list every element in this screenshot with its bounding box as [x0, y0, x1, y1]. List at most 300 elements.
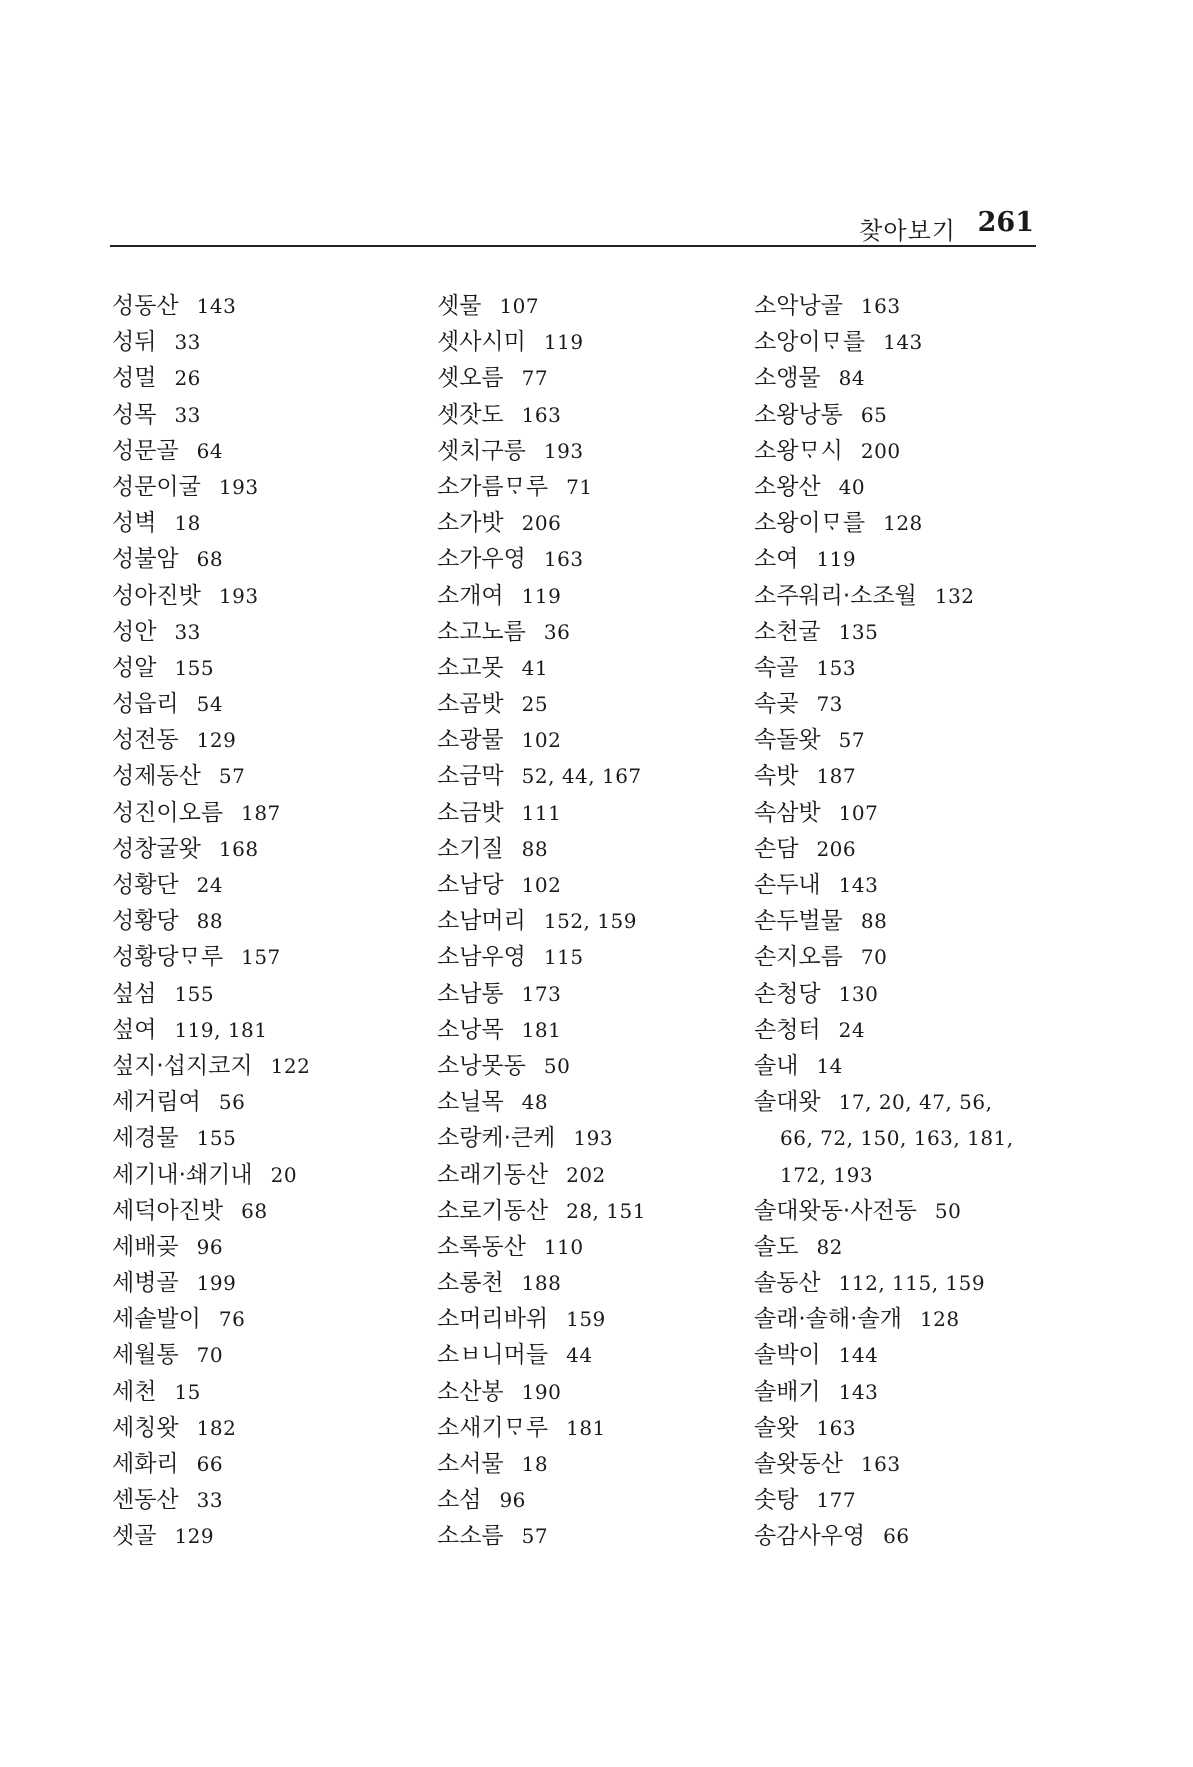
index-column-2	[437, 288, 646, 1555]
index-term: 소왕낭통	[754, 401, 843, 428]
index-term: 소금밧	[437, 799, 504, 826]
index-term: 성멀	[112, 365, 157, 392]
index-entry	[437, 1265, 646, 1301]
index-term: 셋골	[112, 1523, 157, 1550]
index-page-refs: 57	[838, 728, 866, 753]
index-page-refs: 57	[218, 764, 246, 789]
index-entry	[437, 469, 646, 505]
index-term: 세거림여	[112, 1089, 201, 1116]
index-page-refs: 181	[521, 1017, 562, 1042]
index-entry	[112, 758, 310, 794]
index-term: 성진이오름	[112, 799, 224, 826]
index-entry	[754, 469, 1014, 505]
index-term: 성동산	[112, 293, 179, 319]
index-page-refs: 40	[838, 474, 866, 499]
index-page-refs: 70	[860, 945, 888, 970]
index-term: 소랑케·큰케	[437, 1125, 556, 1152]
index-entry	[754, 1229, 1014, 1265]
index-entry-continuation	[754, 1157, 1014, 1193]
index-page-refs: 111	[521, 800, 562, 825]
index-term: 솔대왓	[754, 1089, 821, 1116]
index-page-refs: 199	[196, 1271, 237, 1296]
index-term: 세천	[112, 1378, 157, 1405]
index-page-refs: 119	[816, 547, 857, 572]
index-page-refs: 25	[521, 692, 549, 717]
index-term: 성아진밧	[112, 582, 201, 609]
index-page-refs: 193	[573, 1126, 614, 1151]
index-page-refs: 107	[499, 294, 540, 318]
index-term: 속돌왓	[754, 727, 821, 754]
index-term: 세화리	[112, 1451, 179, 1477]
index-entry	[754, 397, 1014, 433]
index-term: 세칭왓	[112, 1414, 179, 1441]
index-page-refs: 163	[860, 1452, 901, 1476]
index-entry	[754, 1048, 1014, 1084]
index-page-refs: 202	[566, 1162, 606, 1187]
index-term: 소머리바위	[437, 1306, 549, 1333]
index-term: 손두벌물	[754, 908, 843, 935]
index-page-refs: 110	[543, 1234, 584, 1259]
index-term: 소곰밧	[437, 691, 504, 718]
index-page-refs: 68	[196, 547, 224, 572]
index-entry	[437, 903, 646, 939]
index-page-refs: 193	[218, 474, 259, 499]
index-entry	[112, 795, 310, 831]
index-page-refs: 50	[934, 1198, 962, 1223]
index-page-refs: 119, 181	[174, 1017, 268, 1042]
index-term: 소앵물	[754, 365, 821, 392]
index-entry	[437, 1229, 646, 1265]
index-entry	[754, 541, 1014, 577]
index-page-refs: 115	[543, 945, 584, 970]
index-page-refs: 71	[566, 474, 593, 499]
index-term: 성안	[112, 618, 157, 645]
index-page-refs: 56	[218, 1090, 246, 1115]
index-term: 섶섬	[112, 980, 157, 1007]
index-term: 섶지·섭지코지	[112, 1052, 253, 1079]
index-entry	[754, 505, 1014, 541]
index-entry	[754, 1084, 1014, 1120]
index-term: 소주워리·소조월	[754, 582, 917, 609]
index-page-refs: 57	[521, 1524, 549, 1549]
index-page-refs: 70	[196, 1343, 224, 1368]
index-term: 성창굴왓	[112, 835, 201, 862]
index-page-refs: 206	[816, 836, 857, 861]
index-page-refs: 163	[543, 547, 584, 572]
index-entry	[754, 903, 1014, 939]
index-term: 성황단	[112, 872, 179, 898]
index-term: 소산봉	[437, 1378, 504, 1405]
index-term: 속삼밧	[754, 799, 821, 826]
index-entry	[112, 288, 310, 324]
index-entry	[112, 614, 310, 650]
index-entry	[112, 903, 310, 939]
index-term: 손청당	[754, 980, 821, 1007]
index-entry	[112, 1012, 310, 1048]
index-page-refs: 112, 115, 159	[838, 1271, 986, 1296]
index-term: 성알	[112, 654, 157, 681]
index-page-refs: 188	[521, 1271, 562, 1296]
index-term: 소가우영	[437, 546, 526, 573]
index-page-refs: 64	[196, 438, 224, 463]
index-entry	[112, 1446, 310, 1482]
index-entry	[754, 1265, 1014, 1301]
index-page-refs: 128	[883, 511, 923, 536]
index-page-refs: 143	[196, 294, 237, 318]
index-entry	[112, 1120, 310, 1156]
index-page-refs: 132	[934, 583, 975, 608]
index-page-refs: 200	[860, 438, 901, 463]
index-term: 소ㅂ니머들	[437, 1342, 549, 1369]
index-term: 손담	[754, 835, 799, 862]
index-entry	[112, 433, 310, 469]
index-entry	[437, 1120, 646, 1156]
index-entry	[754, 1446, 1014, 1482]
index-entry	[754, 650, 1014, 686]
index-page-refs: 155	[196, 1126, 237, 1151]
index-page-refs: 73	[816, 692, 843, 717]
index-page-refs: 152, 159	[543, 909, 637, 934]
index-term: 셋치구릉	[437, 437, 526, 464]
index-entry	[437, 686, 646, 722]
index-page-refs: 33	[196, 1488, 224, 1513]
index-page-refs: 181	[566, 1415, 606, 1440]
index-term: 세경물	[112, 1125, 179, 1152]
index-page-refs: 102	[521, 873, 562, 897]
index-entry	[437, 758, 646, 794]
index-entry	[112, 1229, 310, 1265]
index-entry-continuation	[754, 1120, 1014, 1156]
index-term: 소왕이ᄆᆞ를	[754, 510, 866, 537]
index-entry	[112, 1301, 310, 1337]
index-page-refs: 15	[174, 1379, 201, 1404]
index-page-refs: 33	[174, 402, 201, 427]
index-page-refs: 119	[521, 583, 562, 608]
index-page-refs: 33	[174, 330, 201, 355]
index-page-refs: 193	[543, 438, 584, 463]
index-term: 성황당ᄆᆞ루	[112, 944, 224, 971]
index-entry	[437, 1048, 646, 1084]
index-page-refs: 41	[521, 655, 549, 680]
index-page-refs: 96	[196, 1234, 224, 1259]
index-page-refs: 107	[838, 800, 879, 825]
index-entry	[754, 939, 1014, 975]
index-entry	[112, 324, 310, 360]
index-entry	[754, 1193, 1014, 1229]
index-page-refs: 24	[838, 1017, 866, 1042]
index-term: 소록동산	[437, 1233, 526, 1260]
index-entry	[437, 976, 646, 1012]
index-term: 성벽	[112, 510, 157, 537]
page-number: 261	[977, 207, 1034, 238]
index-page-refs: 135	[838, 619, 879, 644]
index-term: 소새기ᄆᆞ루	[437, 1414, 549, 1441]
index-entry	[437, 831, 646, 867]
index-entry	[754, 976, 1014, 1012]
index-entry	[112, 1048, 310, 1084]
index-term: 소개여	[437, 582, 504, 609]
index-term: 솔내	[754, 1052, 799, 1079]
index-page-refs: 130	[838, 981, 879, 1006]
index-term: 속밧	[754, 763, 799, 790]
index-term: 세기내·쇄기내	[112, 1161, 253, 1188]
index-page-refs: 206	[521, 511, 562, 536]
index-term: 성문골	[112, 437, 179, 464]
index-term: 소낭못동	[437, 1052, 526, 1079]
index-page-refs: 119	[543, 330, 584, 355]
index-page-refs: 177	[816, 1488, 857, 1513]
index-term: 세월통	[112, 1342, 179, 1369]
index-page-refs: 193	[218, 583, 259, 608]
running-title: 찾아보기	[859, 217, 956, 245]
index-entry	[437, 324, 646, 360]
index-page-refs: 187	[241, 800, 281, 825]
index-entry	[754, 686, 1014, 722]
index-entry	[754, 578, 1014, 614]
index-term: 소가름ᄆᆞ루	[437, 473, 549, 500]
index-page-refs: 163	[521, 402, 562, 427]
index-page-refs: 26	[174, 366, 201, 391]
index-entry	[754, 324, 1014, 360]
index-entry	[437, 1446, 646, 1482]
index-entry	[437, 1410, 646, 1446]
index-entry	[437, 1301, 646, 1337]
index-term: 세배곶	[112, 1233, 179, 1260]
index-entry	[437, 1084, 646, 1120]
index-entry	[754, 1518, 1014, 1554]
index-page-refs: 24	[196, 873, 224, 897]
index-page-refs: 143	[838, 1379, 879, 1404]
index-term: 솔대왓동·사전동	[754, 1197, 917, 1224]
index-entry	[112, 1518, 310, 1554]
index-page-refs: 66	[196, 1452, 224, 1476]
index-page-refs: 82	[816, 1234, 843, 1259]
index-entry	[112, 469, 310, 505]
index-term: 소남당	[437, 872, 504, 898]
index-page-refs: 20	[270, 1162, 298, 1187]
index-page-refs: 44	[566, 1343, 593, 1368]
index-page-refs: 163	[860, 294, 901, 318]
index-entry	[112, 686, 310, 722]
index-term: 속골	[754, 654, 799, 681]
index-entry	[112, 831, 310, 867]
index-page-refs: 17, 20, 47, 56,	[838, 1090, 993, 1115]
index-entry	[112, 1157, 310, 1193]
index-term: 소소름	[437, 1523, 504, 1550]
index-page-refs: 163	[816, 1415, 857, 1440]
index-entry	[112, 1337, 310, 1373]
index-term: 셋사시미	[437, 329, 526, 356]
index-page-refs: 153	[816, 655, 857, 680]
index-term: 세솥발이	[112, 1306, 201, 1333]
index-entry	[754, 1410, 1014, 1446]
index-page-refs: 88	[860, 909, 888, 934]
index-term: 솔동산	[754, 1270, 821, 1297]
index-entry	[754, 433, 1014, 469]
index-entry	[437, 1374, 646, 1410]
index-entry	[754, 614, 1014, 650]
index-column-1	[112, 288, 310, 1555]
index-entry	[437, 1193, 646, 1229]
index-entry	[437, 505, 646, 541]
index-entry	[754, 1012, 1014, 1048]
index-entry	[437, 939, 646, 975]
index-page-refs: 102	[521, 728, 562, 753]
index-entry	[437, 360, 646, 396]
index-page-refs: 18	[521, 1452, 549, 1476]
index-term: 손두내	[754, 872, 821, 898]
index-column-3	[754, 288, 1014, 1555]
index-entry	[437, 650, 646, 686]
index-term: 셋물	[437, 293, 482, 319]
index-term: 손청터	[754, 1016, 821, 1043]
index-term: 솔래·솔해·솔개	[754, 1306, 902, 1333]
index-entry	[112, 505, 310, 541]
index-term: 소섬	[437, 1487, 482, 1514]
index-entry	[754, 1482, 1014, 1518]
index-term: 소악낭골	[754, 293, 843, 319]
index-page-refs: 33	[174, 619, 201, 644]
index-entry	[754, 1301, 1014, 1337]
index-term: 소남머리	[437, 908, 526, 935]
index-entry	[112, 722, 310, 758]
index-page-refs: 66	[883, 1524, 910, 1549]
index-page-refs: 18	[174, 511, 201, 536]
index-entry	[754, 867, 1014, 903]
index-entry	[437, 614, 646, 650]
index-term: 솔왓동산	[754, 1451, 843, 1477]
index-entry	[437, 867, 646, 903]
index-page-refs: 65	[860, 402, 888, 427]
index-entry	[112, 578, 310, 614]
index-term: 성읍리	[112, 691, 179, 718]
index-term: 성뒤	[112, 329, 157, 356]
index-term: 소래기동산	[437, 1161, 549, 1188]
index-page-refs: 159	[566, 1307, 606, 1332]
index-page-refs: 190	[521, 1379, 562, 1404]
index-page-refs: 129	[196, 728, 237, 753]
index-term: 소남우영	[437, 944, 526, 971]
index-term: 성제동산	[112, 763, 201, 790]
index-page-refs: 129	[174, 1524, 215, 1549]
index-entry	[112, 1482, 310, 1518]
index-term: 솔도	[754, 1233, 799, 1260]
index-page-refs: 84	[838, 366, 866, 391]
index-entry	[437, 397, 646, 433]
index-entry	[112, 360, 310, 396]
index-entry	[112, 1265, 310, 1301]
index-entry	[112, 397, 310, 433]
index-page-refs: 157	[241, 945, 281, 970]
index-entry	[112, 1410, 310, 1446]
index-page-refs: 168	[218, 836, 259, 861]
index-page-refs: 36	[543, 619, 571, 644]
index-page-refs: 96	[499, 1488, 526, 1513]
index-entry	[754, 831, 1014, 867]
index-term: 솔박이	[754, 1342, 821, 1369]
index-page-refs: 155	[174, 981, 215, 1006]
index-term: 소천굴	[754, 618, 821, 645]
index-entry	[112, 1374, 310, 1410]
index-term: 소닐목	[437, 1089, 504, 1116]
index-page-refs: 144	[838, 1343, 879, 1368]
index-term: 성불암	[112, 546, 179, 573]
index-page-refs: 182	[196, 1415, 237, 1440]
index-entry	[754, 1337, 1014, 1373]
index-term: 성황당	[112, 908, 179, 935]
index-entry	[112, 1193, 310, 1229]
index-term: 소광물	[437, 727, 504, 754]
index-page-refs: 54	[196, 692, 224, 717]
index-entry	[437, 578, 646, 614]
index-page-refs: 52, 44, 167	[521, 764, 642, 789]
index-term: 솔배기	[754, 1378, 821, 1405]
index-page-refs: 28, 151	[566, 1198, 646, 1223]
index-entry	[112, 867, 310, 903]
index-page-refs: 50	[543, 1053, 571, 1078]
index-term: 소왕ᄆᆞ시	[754, 437, 843, 464]
index-term: 소금막	[437, 763, 504, 790]
index-entry	[112, 650, 310, 686]
index-page-refs: 173	[521, 981, 562, 1006]
index-term: 소남통	[437, 980, 504, 1007]
index-entry	[754, 360, 1014, 396]
index-page-refs: 66, 72, 150, 163, 181,	[780, 1126, 1014, 1151]
index-entry	[754, 722, 1014, 758]
index-entry	[437, 795, 646, 831]
index-term: 소롱천	[437, 1270, 504, 1297]
index-entry	[754, 795, 1014, 831]
index-term: 소여	[754, 546, 799, 573]
index-entry	[437, 1012, 646, 1048]
index-page-refs: 143	[883, 330, 923, 355]
index-term: 송감사우영	[754, 1523, 866, 1550]
index-page-refs: 122	[270, 1053, 311, 1078]
index-entry	[437, 722, 646, 758]
index-page-refs: 68	[241, 1198, 268, 1223]
index-page-refs: 155	[174, 655, 215, 680]
index-term: 소낭목	[437, 1016, 504, 1043]
index-term: 센동산	[112, 1487, 179, 1514]
index-page-refs: 76	[218, 1307, 246, 1332]
index-term: 솟탕	[754, 1487, 799, 1514]
index-entry	[437, 433, 646, 469]
index-term: 속곶	[754, 691, 799, 718]
index-entry	[754, 758, 1014, 794]
index-term: 성목	[112, 401, 157, 428]
index-term: 세병골	[112, 1270, 179, 1297]
index-term: 소가밧	[437, 510, 504, 537]
page-header	[110, 205, 1036, 247]
index-entry	[112, 976, 310, 1012]
index-page-refs: 128	[919, 1307, 960, 1332]
index-term: 손지오름	[754, 944, 843, 971]
index-entry	[437, 288, 646, 324]
index-entry	[112, 1084, 310, 1120]
index-term: 소서물	[437, 1451, 504, 1477]
index-term: 셋오름	[437, 365, 504, 392]
index-entry	[754, 1374, 1014, 1410]
index-term: 소고노름	[437, 618, 526, 645]
index-entry	[754, 288, 1014, 324]
index-term: 셋잣도	[437, 401, 504, 428]
index-term: 성문이굴	[112, 473, 201, 500]
index-page-refs: 187	[816, 764, 857, 789]
index-page-refs: 14	[816, 1053, 843, 1078]
index-entry	[437, 1518, 646, 1554]
index-term: 솔왓	[754, 1414, 799, 1441]
index-term: 소기질	[437, 835, 504, 862]
